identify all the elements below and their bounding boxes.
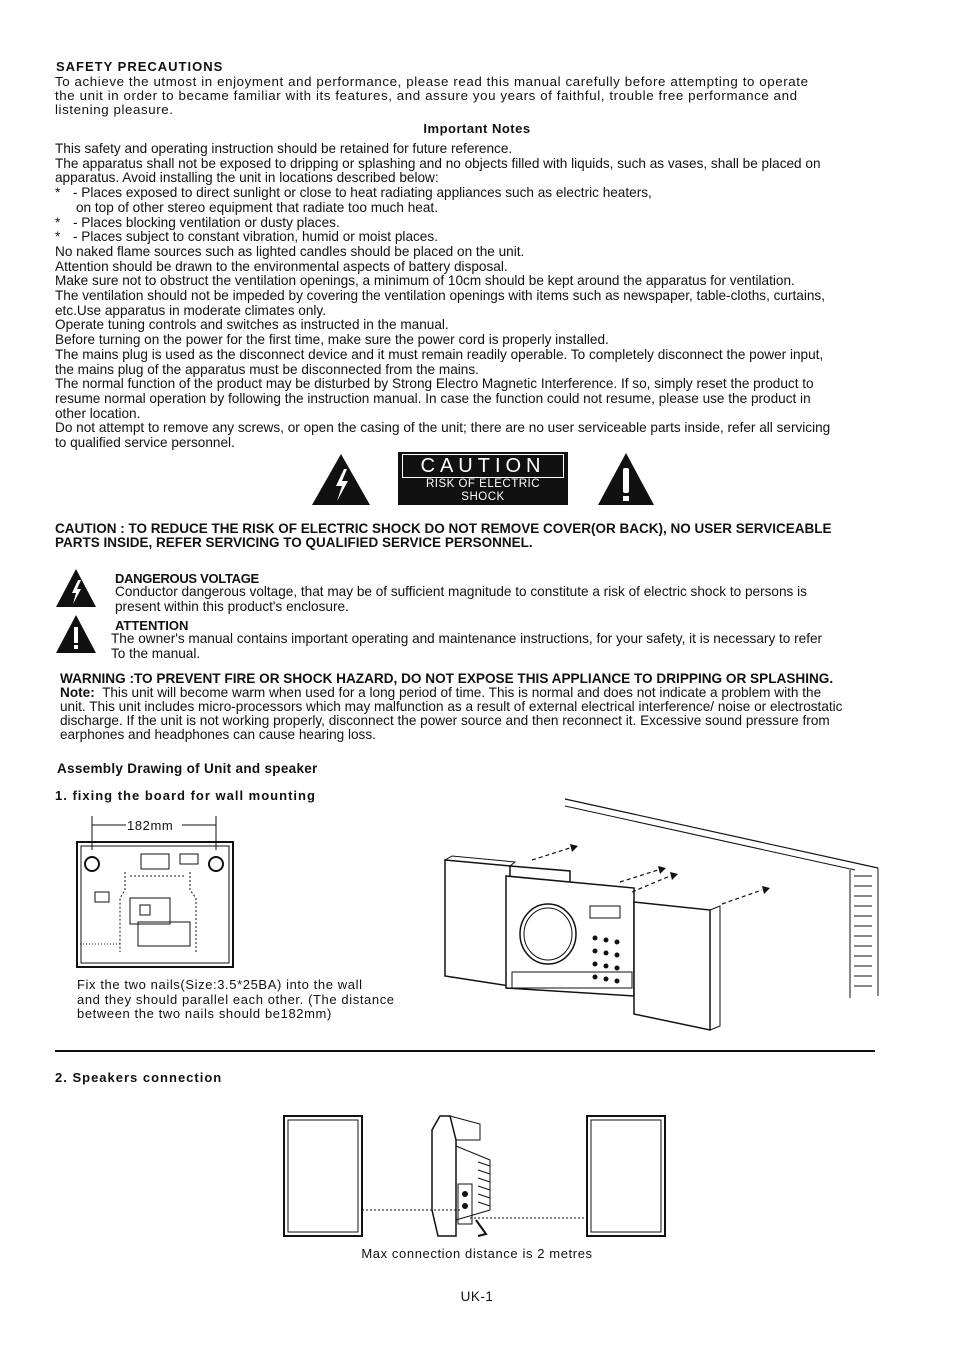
caution-line: CAUTION : TO REDUCE THE RISK OF ELECTRIC SHOCK DO NOT REMOVE COVER(OR BACK), NO USER SERVICEABLE	[55, 521, 832, 536]
bullet-marker: *	[55, 185, 61, 201]
intro-line: the unit in order to became familiar with its features, and assure you years of faithful, trouble free performance and	[55, 88, 798, 103]
speakers-connection-drawing	[280, 1110, 670, 1240]
note-line: The mains plug is used as the disconnect device and it must remain readily operable. To completely disconnect the power input,	[55, 346, 824, 362]
important-notes-title: Important Notes	[423, 121, 531, 136]
exclamation-warning-icon	[597, 452, 655, 506]
step1-title: 1. fixing the board for wall mounting	[55, 788, 316, 803]
note-line: The normal function of the product may be disturbed by Strong Electro Magnetic Interference. If so, simply reset the product to	[55, 376, 814, 392]
note-line: to qualified service personnel.	[55, 435, 235, 451]
step2-title: 2. Speakers connection	[55, 1070, 223, 1085]
note-line: This unit will become warm when used for a long period of time. This is normal and does not indicate a problem with the	[102, 685, 822, 700]
bullet-text: - Places blocking ventilation or dusty places.	[73, 214, 340, 230]
note-line: unit. This unit includes micro-processors which may malfunction as a result of external electrical interference/ noise or electrostatic	[60, 699, 843, 714]
intro-line: To achieve the utmost in enjoyment and performance, please read this manual carefully before attempting to operate	[55, 74, 809, 89]
note-line: No naked flame sources such as lighted candles should be placed on the unit.	[55, 243, 525, 259]
caution-text	[55, 522, 925, 550]
attention-text	[111, 632, 901, 661]
assembly-title: Assembly Drawing of Unit and speaker	[57, 761, 318, 776]
note-line: the mains plug of the apparatus must be disconnected from the mains.	[55, 361, 479, 377]
note-line: apparatus. Avoid installing the unit in locations described below:	[55, 170, 439, 186]
caution-label-box	[398, 452, 568, 505]
note-line: Operate tuning controls and switches as instructed in the manual.	[55, 317, 449, 333]
note-line: other location.	[55, 405, 141, 421]
note-line	[55, 216, 915, 231]
bullet-text: - Places exposed to direct sunlight or close to heat radiating appliances such as electric heaters,	[73, 185, 652, 201]
distance-label: 182mm	[127, 818, 174, 833]
attention-line: To the manual.	[111, 645, 201, 661]
note-line: The apparatus shall not be exposed to dripping or splashing and no objects filled with liquids, such as vases, shall be placed on	[55, 155, 821, 171]
page-number: UK-1	[460, 1289, 494, 1304]
note-line: on top of other stereo equipment that radiate too much heat.	[76, 199, 438, 215]
note-line: This safety and operating instruction should be retained for future reference.	[55, 141, 513, 156]
note-line: earphones and headphones can cause hearing loss.	[60, 727, 376, 742]
note-line	[55, 186, 915, 201]
dv-line: Conductor dangerous voltage, that may be of sufficient magnitude to constitute a risk of electric shock to persons is	[115, 584, 807, 599]
fix-line: and they should parallel each other. (The distance	[77, 991, 395, 1007]
exclamation-triangle-icon	[55, 614, 97, 654]
intro-line: listening pleasure.	[55, 102, 174, 117]
warning-text: WARNING :TO PREVENT FIRE OR SHOCK HAZARD, DO NOT EXPOSE THIS APPLIANCE TO DRIPPING OR SPLASHING.	[60, 671, 834, 686]
note-line: The ventilation should not be impeded by covering the ventilation openings with items such as newspaper, table-cloths, curtains,	[55, 288, 826, 304]
note-line: Make sure not to obstruct the ventilation openings, a minimum of 10cm should be kept around the apparatus for ventilation.	[55, 273, 795, 289]
dangerous-voltage-text	[115, 585, 895, 614]
fix-line: Fix the two nails(Size:3.5*25BA) into the wall	[77, 977, 363, 992]
note-line	[55, 230, 915, 245]
attention-line: The owner's manual contains important operating and maintenance instructions, for your safety, it is necessary to refer	[111, 631, 823, 646]
caution-word: CAUTION	[402, 454, 564, 478]
note-label: Note:	[60, 685, 95, 700]
bullet-marker: *	[55, 229, 61, 245]
caution-sub-line: RISK OF ELECTRIC	[425, 478, 541, 490]
note-line: Attention should be drawn to the environmental aspects of battery disposal.	[55, 258, 508, 274]
dangerous-voltage-title: DANGEROUS VOLTAGE	[115, 571, 259, 586]
attention-title: ATTENTION	[115, 618, 189, 633]
caution-sub	[398, 478, 568, 504]
lightning-warning-icon	[311, 453, 371, 506]
caution-line: PARTS INSIDE, REFER SERVICING TO QUALIFIED SERVICE PERSONNEL.	[55, 535, 533, 550]
bullet-marker: *	[55, 214, 61, 230]
lightning-triangle-icon	[55, 568, 97, 608]
unit-wall-mount-drawing	[440, 796, 890, 1036]
note-block	[60, 686, 920, 742]
fix-instructions	[77, 978, 447, 1022]
note-line: discharge. If the unit is not working properly, disconnect the power source and then reconnect it. Excessive sound pressure from	[60, 713, 830, 728]
safety-intro	[55, 75, 895, 117]
note-line: resume normal operation by following the instruction manual. In case the function could not resume, please use the product in	[55, 390, 811, 406]
mounting-board-drawing	[70, 810, 245, 975]
important-notes-list	[55, 142, 915, 451]
fix-line: between the two nails should be182mm)	[77, 1006, 332, 1021]
note-line: etc.Use apparatus in moderate climates only.	[55, 302, 326, 318]
section-divider	[55, 1050, 875, 1052]
dv-line: present within this product's enclosure.	[115, 598, 349, 614]
note-line: Before turning on the power for the first time, make sure the power cord is properly installed.	[55, 332, 609, 348]
safety-title: SAFETY PRECAUTIONS	[56, 59, 224, 74]
bullet-text: - Places subject to constant vibration, humid or moist places.	[73, 229, 438, 245]
max-distance-caption: Max connection distance is 2 metres	[361, 1246, 593, 1261]
note-line: Do not attempt to remove any screws, or open the casing of the unit; there are no user serviceable parts inside, refer all servicing	[55, 420, 831, 436]
caution-sub-line: SHOCK	[461, 491, 505, 503]
